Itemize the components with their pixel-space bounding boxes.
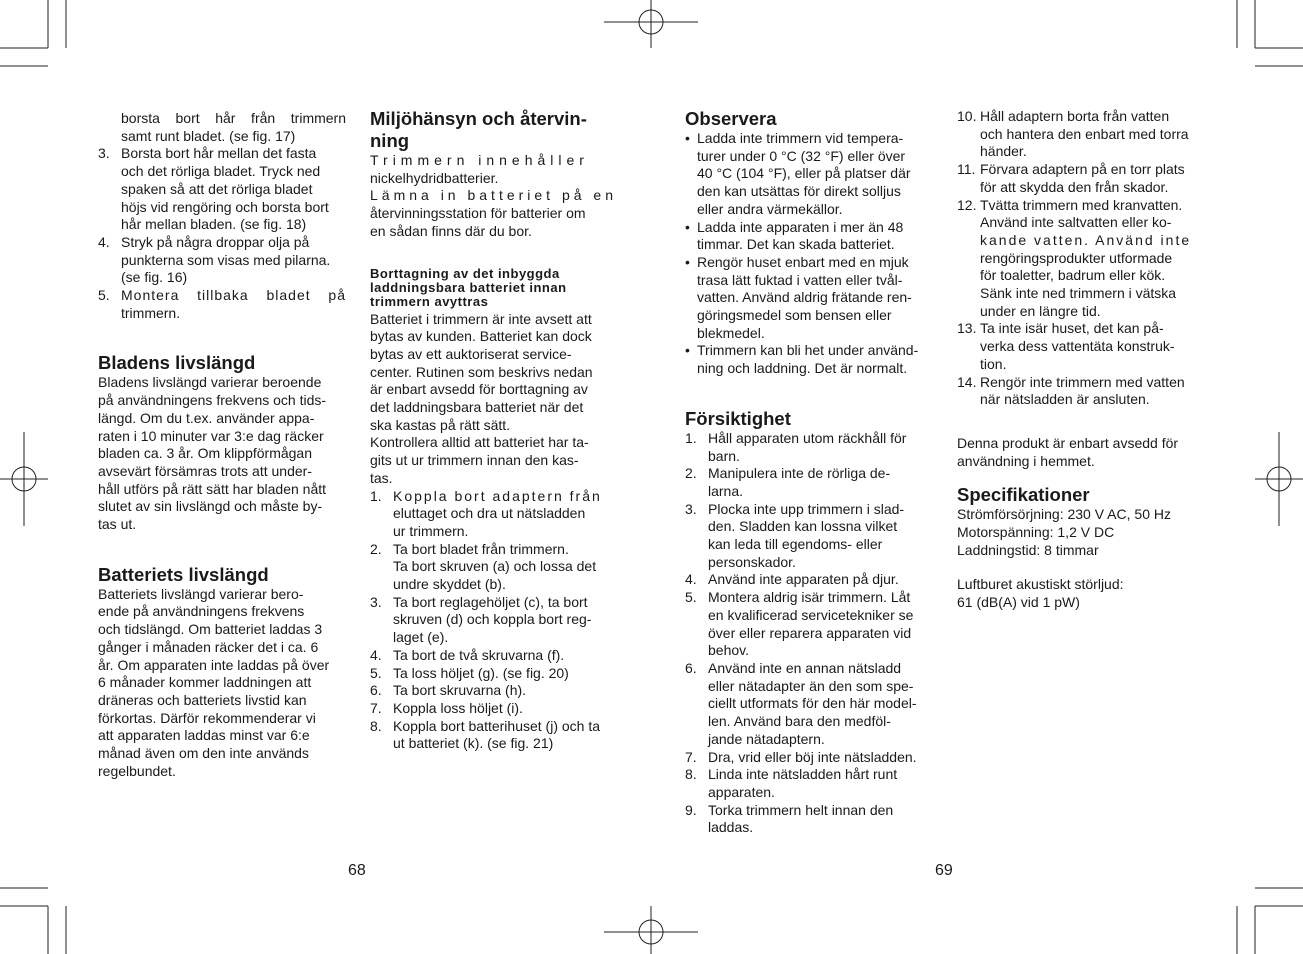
- list-item: [370, 594, 619, 647]
- text-line: 7.: [370, 699, 382, 716]
- text-line: trasa lätt fuktad i vatten eller tvål-: [697, 271, 903, 288]
- text-line: Trimmern kan bli het under använd-: [697, 342, 919, 359]
- text-line: 3.: [98, 145, 110, 162]
- list-item: • Ladda inte trimmern vid tempera- turer under 0 °C (32 °F) eller över 40 °C (104 °F), eller på platser där den kan utsättas för direkt solljus eller andra värmekällor.: [685, 130, 933, 219]
- text-line: 5.: [98, 287, 110, 304]
- text-line: timmar. Det kan skada batteriet.: [697, 236, 895, 253]
- text-line: Batteriets livslängd varierar bero-: [98, 585, 304, 602]
- text-line: Tvätta trimmern med kranvatten.: [980, 196, 1183, 213]
- text-line: ut batteriet (k). (se fig. 21): [393, 735, 554, 752]
- list-item: [370, 718, 619, 753]
- continued-text: [98, 108, 346, 145]
- text-line: center. Rutinen som beskrivs nedan: [370, 363, 593, 380]
- text-line: samt runt bladet. (se fig. 17): [121, 127, 296, 144]
- text-line: Montera tillbaka bladet på: [121, 287, 346, 304]
- text-line: (se fig. 16): [121, 269, 188, 286]
- list-item: [957, 320, 1205, 373]
- text-line: Dra, vrid eller böj inte nätsladden.: [708, 748, 917, 765]
- text-line: 14.: [957, 373, 977, 390]
- list-item: [370, 682, 619, 700]
- text-line: Rengör huset enbart med en mjuk: [697, 253, 909, 270]
- text-line: 6.: [370, 682, 382, 699]
- text-line: 3.: [370, 593, 382, 610]
- observe-bullets: [685, 130, 933, 378]
- observe-heading: Observera: [685, 108, 777, 129]
- text-line: den kan utsättas för direkt solljus: [697, 183, 901, 200]
- text-line: Ta bort bladet från trimmern.: [393, 540, 569, 557]
- text-line: 6.: [685, 659, 697, 676]
- text-line: gits ut ur trimmern innan den kas-: [370, 452, 579, 469]
- text-line: 7.: [685, 748, 697, 765]
- text-line: 4.: [685, 571, 697, 588]
- text-line: Rengör inte trimmern med vatten: [980, 373, 1185, 390]
- text-line: bytas av kunden. Batteriet kan dock: [370, 328, 592, 345]
- text-line: ning: [370, 130, 410, 151]
- text-line: regelbundet.: [98, 762, 176, 779]
- text-line: och hantera den enbart med torra: [980, 125, 1189, 142]
- text-line: laddningsbara batteriet innan: [370, 279, 567, 295]
- text-line: 6 månader kommer laddningen att: [98, 674, 312, 691]
- list-item: [370, 488, 619, 541]
- text-line: på användningens frekvens och tids-: [98, 392, 327, 409]
- text-line: jande nätadaptern.: [708, 730, 825, 747]
- text-line: användning i hemmet.: [957, 452, 1095, 469]
- text-line: en kvalificerad servicetekniker se: [708, 606, 914, 623]
- text-line: dräneras och batteriets livstid kan: [98, 691, 307, 708]
- list-item: • Trimmern kan bli het under använd- ning och laddning. Det är normalt.: [685, 342, 933, 377]
- text-line: Montera aldrig isär trimmern. Låt: [708, 589, 911, 606]
- list-item: [957, 374, 1205, 409]
- text-line: Ta bort skruven (a) och lossa det: [393, 558, 597, 575]
- text-line: skruven (d) och koppla bort reg-: [393, 611, 592, 628]
- list-item: [370, 665, 619, 683]
- text-line: en sådan finns där du bor.: [370, 222, 532, 239]
- text-line: personskador.: [708, 553, 796, 570]
- caution-list-continued: [957, 108, 1205, 409]
- text-line: under en längre tid.: [980, 302, 1101, 319]
- text-line: Ta bort de två skruvarna (f).: [393, 646, 565, 663]
- list-item: • Rengör huset enbart med en mjuk trasa lätt fuktad i vatten eller tvål- vatten. Använd aldrig frätande ren- göringsmedel som bensen eller blekmedel.: [685, 254, 933, 343]
- text-line: 3.: [685, 500, 697, 517]
- text-line: Håll adaptern borta från vatten: [980, 108, 1170, 124]
- text-line: månad även om den inte används: [98, 745, 309, 762]
- text-line: Ta bort reglagehöljet (c), ta bort: [393, 593, 588, 610]
- text-line: Koppla loss höljet (i).: [393, 699, 523, 716]
- battery-removal-heading: [370, 267, 619, 309]
- text-line: rengöringsprodukter utformade: [980, 249, 1173, 266]
- text-line: 11.: [957, 161, 976, 178]
- list-item: [685, 766, 933, 801]
- page-number-right: 69: [935, 862, 953, 879]
- text-line: laget (e).: [393, 629, 449, 646]
- text-line: len. Använd bara den medföl-: [708, 713, 891, 730]
- list-item: • Ladda inte apparaten i mer än 48 timmar. Det kan skada batteriet.: [685, 219, 933, 254]
- column-4: [957, 108, 1205, 612]
- text-line: och det rörliga bladet. Tryck ned: [121, 163, 321, 180]
- text-line: för att skydda den från skador.: [980, 178, 1169, 195]
- text-line: Använd inte en annan nätsladd: [708, 659, 902, 676]
- text-line: förkortas. Därför rekommenderar vi: [98, 709, 316, 726]
- blade-life-heading: Bladens livslängd: [98, 352, 256, 374]
- text-line: gånger i månaden räcker det i ca. 6: [98, 638, 319, 655]
- text-line: göringsmedel som bensen eller: [697, 307, 892, 324]
- text-line: borsta bort hår från trimmern: [121, 110, 346, 126]
- list-item: [685, 802, 933, 837]
- text-line: Miljöhänsyn och återvin-: [370, 108, 587, 129]
- text-line: Borttagning av det inbyggda: [370, 265, 560, 281]
- text-line: att apparaten laddas minst var 6:e: [98, 727, 310, 744]
- text-line: Laddningstid: 8 timmar: [957, 541, 1099, 558]
- text-line: över eller reparera apparaten vid: [708, 624, 912, 641]
- list-item: [370, 541, 619, 594]
- text-line: larna.: [708, 482, 744, 499]
- household-note: [957, 435, 1205, 470]
- text-line: apparaten.: [708, 783, 775, 800]
- list-item: [370, 700, 619, 718]
- cleaning-steps-list: [98, 145, 346, 322]
- text-line: laddas.: [708, 819, 754, 836]
- text-line: ska kastas på rätt sätt.: [370, 416, 511, 433]
- text-line: barn.: [708, 447, 740, 464]
- blade-life-text: [98, 374, 346, 533]
- text-line: ur trimmern.: [393, 522, 469, 539]
- text-line: Batteriet i trimmern är inte avsett att: [370, 310, 592, 327]
- list-item: [957, 108, 1205, 161]
- text-line: Förvara adaptern på en torr plats: [980, 161, 1185, 178]
- text-line: höjs vid rengöring och borsta bort: [121, 198, 329, 215]
- list-item: [685, 465, 933, 500]
- text-line: Koppla bort batterihuset (j) och ta: [393, 717, 601, 734]
- text-line: ning och laddning. Det är normalt.: [697, 360, 908, 377]
- text-line: 10.: [957, 108, 977, 124]
- text-line: 40 °C (104 °F), eller på platser där: [697, 165, 911, 182]
- text-line: Motorspänning: 1,2 V DC: [957, 524, 1115, 541]
- text-line: 4.: [370, 646, 382, 663]
- text-line: håll utförs på rätt sätt har bladen nått: [98, 480, 327, 497]
- text-line: Luftburet akustiskt störljud:: [957, 576, 1124, 593]
- caution-list: [685, 430, 933, 837]
- text-line: tas.: [370, 469, 393, 486]
- page-number-left: 68: [348, 862, 366, 879]
- text-line: 9.: [685, 801, 697, 818]
- list-item: [685, 501, 933, 572]
- text-line: Manipulera inte de rörliga de-: [708, 465, 891, 482]
- text-line: punkterna som visas med pilarna.: [121, 251, 331, 268]
- column-2: [370, 108, 619, 753]
- list-item: [98, 234, 346, 287]
- text-line: Sänk inte ned trimmern i vätska: [980, 285, 1177, 302]
- text-line: tas ut.: [98, 516, 137, 533]
- text-line: blekmedel.: [697, 324, 765, 341]
- text-line: Trimmern innehåller: [370, 152, 589, 168]
- text-line: 2.: [370, 540, 382, 557]
- text-line: händer.: [980, 143, 1027, 160]
- text-line: år. Om apparaten inte laddas på över: [98, 656, 330, 673]
- text-line: Lämna in batteriet på en: [370, 187, 617, 204]
- text-line: Strömförsörjning: 230 V AC, 50 Hz: [957, 506, 1171, 523]
- environment-text: [370, 152, 619, 241]
- column-3: [685, 108, 933, 837]
- list-item: [957, 161, 1205, 196]
- text-line: den. Sladden kan lossna vilket: [708, 518, 898, 535]
- text-line: ende på användningens frekvens: [98, 603, 305, 620]
- battery-removal-text: [370, 311, 619, 488]
- text-line: eller nätadapter än den som spe-: [708, 677, 914, 694]
- battery-life-heading: Batteriets livslängd: [98, 563, 269, 585]
- text-line: när nätsladden är ansluten.: [980, 391, 1150, 408]
- text-line: undre skyddet (b).: [393, 576, 506, 593]
- text-line: Bladens livslängd varierar beroende: [98, 374, 322, 391]
- text-line: 5.: [685, 589, 697, 606]
- text-line: Koppla bort adaptern från: [393, 487, 602, 504]
- text-line: eller andra värmekällor.: [697, 200, 843, 217]
- text-line: 4.: [98, 233, 110, 250]
- list-item: [685, 660, 933, 749]
- noise-text: [957, 576, 1205, 611]
- list-item: [685, 430, 933, 465]
- text-line: längd. Om du t.ex. använder appa-: [98, 409, 315, 426]
- text-line: trimmern.: [121, 304, 181, 321]
- text-line: hår mellan bladen. (se fig. 18): [121, 216, 307, 233]
- specifications-heading: Specifikationer: [957, 484, 1090, 506]
- text-line: det laddningsbara batteriet när det: [370, 399, 584, 416]
- text-line: Använd inte apparaten på djur.: [708, 571, 899, 588]
- text-line: 13.: [957, 320, 977, 337]
- text-line: Denna produkt är enbart avsedd för: [957, 434, 1179, 451]
- list-item: [370, 647, 619, 665]
- text-line: Plocka inte upp trimmern i slad-: [708, 500, 905, 517]
- text-line: tion.: [980, 355, 1007, 372]
- text-line: Borsta bort hår mellan det fasta: [121, 145, 317, 162]
- list-item: [957, 197, 1205, 321]
- text-line: 8.: [685, 766, 697, 783]
- text-line: turer under 0 °C (32 °F) eller över: [697, 147, 906, 164]
- text-line: och tidslängd. Om batteriet laddas 3: [98, 621, 323, 638]
- text-line: Linda inte nätsladden hårt runt: [708, 766, 898, 783]
- text-line: ciellt utformats för den här model-: [708, 695, 917, 712]
- environment-heading: [370, 108, 619, 152]
- text-line: raten i 10 minuter var 3:e dag räcker: [98, 427, 324, 444]
- list-item: [98, 287, 346, 322]
- text-line: Ladda inte apparaten i mer än 48: [697, 218, 904, 235]
- text-line: vatten. Använd aldrig frätande ren-: [697, 289, 912, 306]
- list-item: [685, 571, 933, 589]
- text-line: nickelhydridbatterier.: [370, 169, 499, 186]
- list-item: [98, 145, 346, 234]
- text-line: Ladda inte trimmern vid tempera-: [697, 130, 904, 146]
- text-line: trimmern avyttras: [370, 293, 489, 309]
- text-line: 61 (dB(A) vid 1 pW): [957, 594, 1080, 611]
- text-line: återvinningsstation för batterier om: [370, 205, 586, 222]
- text-line: kan leda till egendoms- eller: [708, 536, 883, 553]
- text-line: 12.: [957, 196, 977, 213]
- removal-steps-list: [370, 488, 619, 754]
- text-line: eluttaget och dra ut nätsladden: [393, 505, 586, 522]
- text-line: 2.: [685, 465, 697, 482]
- text-line: spaken så att det rörliga bladet: [121, 180, 313, 197]
- text-line: Kontrollera alltid att batteriet har ta-: [370, 434, 589, 451]
- caution-heading: Försiktighet: [685, 407, 791, 429]
- text-line: verka dess vattentäta konstruk-: [980, 338, 1175, 355]
- battery-life-text: [98, 586, 346, 781]
- list-item: [685, 749, 933, 767]
- text-line: Håll apparaten utom räckhåll för: [708, 429, 907, 446]
- text-line: Använd inte saltvatten eller ko-: [980, 214, 1172, 231]
- specifications-text: [957, 506, 1205, 559]
- text-line: för toaletter, badrum eller kök.: [980, 267, 1166, 284]
- text-line: 1.: [370, 487, 382, 504]
- text-line: 5.: [370, 664, 382, 681]
- text-line: 8.: [370, 717, 382, 734]
- column-1: [98, 108, 346, 781]
- text-line: 1.: [685, 429, 697, 446]
- list-item: [685, 589, 933, 660]
- text-line: slutet av sin livslängd och måste by-: [98, 498, 323, 515]
- text-line: bytas av ett auktoriserat service-: [370, 345, 572, 362]
- text-line: bladen ca. 3 år. Om klippförmågan: [98, 445, 313, 462]
- text-line: kande vatten. Använd inte: [980, 231, 1192, 248]
- text-line: är enbart avsedd för borttagning av: [370, 381, 588, 398]
- text-line: behov.: [708, 642, 749, 659]
- text-line: avsevärt försämras trots att under-: [98, 462, 312, 479]
- text-line: Ta inte isär huset, det kan på-: [980, 320, 1164, 337]
- text-line: Stryk på några droppar olja på: [121, 233, 310, 250]
- text-line: Ta loss höljet (g). (se fig. 20): [393, 664, 569, 681]
- text-line: Ta bort skruvarna (h).: [393, 682, 527, 699]
- text-line: Torka trimmern helt innan den: [708, 801, 894, 818]
